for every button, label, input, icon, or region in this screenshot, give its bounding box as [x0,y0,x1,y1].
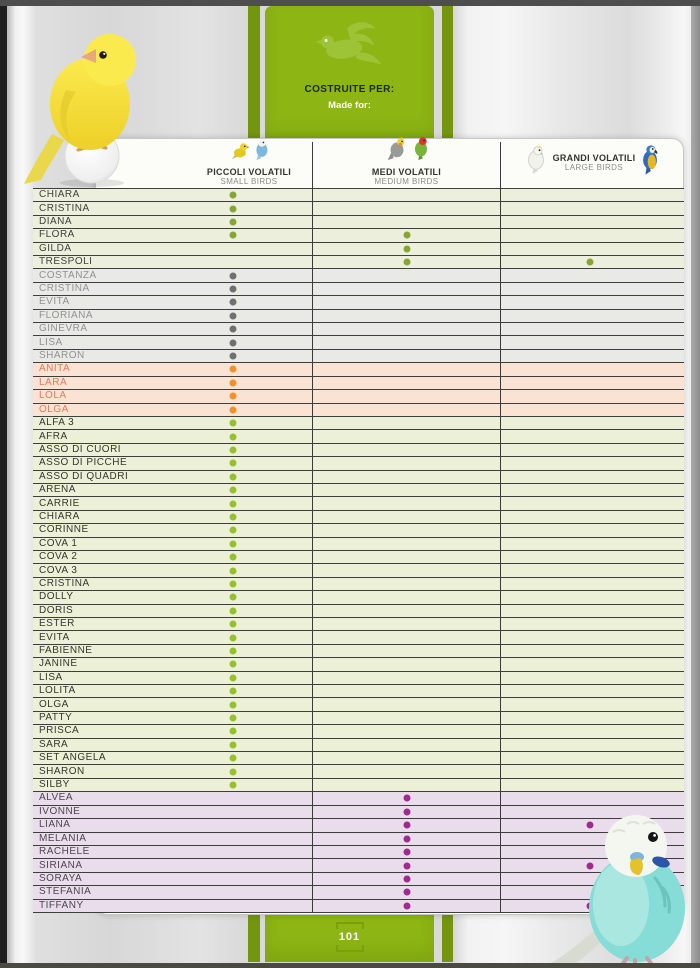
green-strip-right [442,6,453,142]
row-name: OLGA [39,403,69,415]
row-name: PRISCA [39,725,80,737]
table-row [33,604,684,617]
table-row [33,550,684,563]
medium-birds-dot [403,795,410,802]
small-birds-dot [229,701,236,708]
small-birds-dot [229,366,236,373]
row-name: CHIARA [39,510,80,522]
table-row [33,577,684,590]
row-name: ASSO DI QUADRI [39,470,129,482]
row-name: COVA 2 [39,551,78,563]
table-row [33,268,684,281]
column-sublabel: MEDIUM BIRDS [374,177,439,186]
row-name: JANINE [39,658,78,670]
table-row [33,630,684,643]
row-name: ANITA [39,363,71,375]
row-name: FLORA [39,229,75,241]
medium-birds-dot [403,902,410,909]
table-row [33,590,684,603]
table-row [33,724,684,737]
row-name: SORAYA [39,872,83,884]
row-name: COVA 1 [39,537,78,549]
row-name: LOLA [39,390,67,402]
lovebird-icon [412,137,430,166]
small-birds-dot [229,674,236,681]
table-row [33,671,684,684]
column-label: GRANDI VOLATILI [552,152,636,163]
table-row [33,295,684,308]
row-name: STEFANIA [39,886,92,898]
small-birds-dot [229,715,236,722]
small-birds-dot [229,219,236,226]
green-strip-left [248,912,260,962]
table-row [33,644,684,657]
row-name: DOLLY [39,591,74,603]
table-row [33,242,684,255]
small-birds-dot [229,621,236,628]
small-birds-dot [229,433,236,440]
small-birds-dot [229,782,236,789]
small-birds-dot [229,192,236,199]
column-label: PICCOLI VOLATILI [206,167,292,177]
row-name: GILDA [39,242,72,254]
bottom-green-band [248,912,455,962]
budgie-photo [535,810,700,968]
small-birds-dot [229,580,236,587]
row-name: ARENA [39,484,76,496]
row-name: EVITA [39,631,70,643]
dove-icon [306,18,394,76]
column-header-icons [384,137,430,166]
table-row [33,778,684,791]
row-name: IVONNE [39,805,81,817]
table-row [33,416,684,429]
small-birds-dot [229,607,236,614]
table-row [33,389,684,402]
small-birds-dot [229,406,236,413]
row-name: LARA [39,376,68,388]
row-name: CHIARA [39,189,80,201]
small-birds-dot [229,768,236,775]
table-row [33,322,684,335]
top-green-band [248,6,455,142]
column-header-icons [228,139,270,166]
medium-birds-dot [403,822,410,829]
medium-birds-dot [403,808,410,815]
medium-birds-dot [403,889,410,896]
row-name: SHARON [39,765,85,777]
medium-birds-dot [403,875,410,882]
row-name: OLGA [39,698,69,710]
row-name: LISA [39,671,63,683]
small-birds-dot [229,554,236,561]
table-row [33,309,684,322]
table-row [33,335,684,348]
table-row [33,738,684,751]
row-name: ESTER [39,618,75,630]
table-row [33,403,684,416]
row-name: CARRIE [39,497,80,509]
row-name: ASSO DI PICCHE [39,457,128,469]
small-birds-dot [229,312,236,319]
row-name: MELANIA [39,832,87,844]
column-divider [500,142,501,913]
small-birds-dot [229,500,236,507]
green-strip-left [248,6,260,142]
table-row [33,751,684,764]
bracket-bottom-icon [336,945,364,952]
row-name: PATTY [39,712,73,724]
page-number: 101 [338,931,361,943]
cockatoo-icon [523,145,549,180]
row-name: SIRIANA [39,859,83,871]
medium-birds-dot [403,245,410,252]
table-row [33,510,684,523]
small-birds-dot [229,286,236,293]
column-sublabel: SMALL BIRDS [220,177,278,186]
small-birds-dot [229,594,236,601]
table-row [33,215,684,228]
row-name: FABIENNE [39,645,93,657]
row-name: DIANA [39,216,73,228]
large-birds-dot [586,259,593,266]
table-row [33,496,684,509]
bracket-top-icon [336,922,364,929]
column-sublabel: LARGE BIRDS [564,162,624,172]
small-birds-dot [229,379,236,386]
page-frame [691,0,700,968]
medium-birds-dot [403,835,410,842]
table-row [33,443,684,456]
table-row [33,791,684,804]
green-strip-right [442,912,453,962]
row-name: LOLITA [39,685,76,697]
small-birds-dot [229,232,236,239]
row-name: CRISTINA [39,202,90,214]
table-row [33,711,684,724]
medium-birds-dot [403,849,410,856]
table-row [33,617,684,630]
row-name: CRISTINA [39,577,90,589]
table-row [33,523,684,536]
table-row [33,282,684,295]
column-label: MEDI VOLATILI [371,167,442,177]
page-frame [0,963,700,968]
table-row [33,429,684,442]
row-name: CORINNE [39,524,89,536]
small-birds-dot [229,540,236,547]
small-birds-dot [229,460,236,467]
made-for-banner [265,6,434,142]
row-name: ALVEA [39,792,73,804]
budgie-icon [252,139,270,166]
table-row [33,470,684,483]
canary-photo [12,16,177,188]
small-birds-dot [229,527,236,534]
macaw-icon [639,144,661,181]
row-name: TRESPOLI [39,256,93,268]
small-birds-dot [229,299,236,306]
medium-birds-dot [403,862,410,869]
table-row [33,456,684,469]
column-header-medium-birds [313,142,500,188]
row-name: AFRA [39,430,68,442]
table-body [33,188,684,913]
row-name: DORIS [39,604,74,616]
table-row [33,537,684,550]
small-birds-dot [229,634,236,641]
row-name: CRISTINA [39,283,90,295]
row-name: TIFFANY [39,899,84,911]
row-name: SET ANGELA [39,752,107,764]
small-birds-dot [229,326,236,333]
medium-birds-dot [403,232,410,239]
small-birds-dot [229,661,236,668]
table-row [33,188,684,201]
table-row [33,362,684,375]
small-birds-dot [229,473,236,480]
small-birds-dot [229,755,236,762]
table-row [33,376,684,389]
banner-title: COSTRUITE PER: [304,84,395,95]
table-row [33,483,684,496]
table-row [33,697,684,710]
page-frame [0,0,700,6]
row-name: SILBY [39,779,70,791]
row-name: FLORIANA [39,309,94,321]
row-name: RACHELE [39,846,90,858]
small-birds-dot [229,648,236,655]
small-birds-dot [229,513,236,520]
medium-birds-dot [403,259,410,266]
footer-banner [265,912,434,962]
small-birds-dot [229,446,236,453]
table-row [33,255,684,268]
row-name: COSTANZA [39,269,97,281]
table-row [33,684,684,697]
column-header-large-birds [500,142,684,188]
small-birds-dot [229,487,236,494]
table-row [33,349,684,362]
small-birds-dot [229,728,236,735]
row-name: ALFA 3 [39,417,75,429]
small-birds-dot [229,420,236,427]
row-name: LIANA [39,819,71,831]
table-row [33,201,684,214]
table-row [33,563,684,576]
small-birds-dot [229,741,236,748]
small-birds-dot [229,353,236,360]
column-divider [312,142,313,913]
canary-icon [228,141,250,166]
small-birds-dot [229,272,236,279]
table-header [95,142,684,188]
banner-subtitle: Made for: [328,100,371,111]
table-row [33,764,684,777]
table-row [33,657,684,670]
row-name: ASSO DI CUORI [39,443,122,455]
small-birds-dot [229,393,236,400]
small-birds-dot [229,205,236,212]
table-row [33,228,684,241]
row-name: COVA 3 [39,564,78,576]
small-birds-dot [229,688,236,695]
row-name: SHARON [39,350,85,362]
small-birds-dot [229,567,236,574]
row-name: EVITA [39,296,70,308]
row-name: LISA [39,336,63,348]
page-frame [0,0,7,968]
cockatiel-icon [384,137,410,166]
row-name: SARA [39,738,69,750]
small-birds-dot [229,339,236,346]
row-name: GINEVRA [39,323,88,335]
